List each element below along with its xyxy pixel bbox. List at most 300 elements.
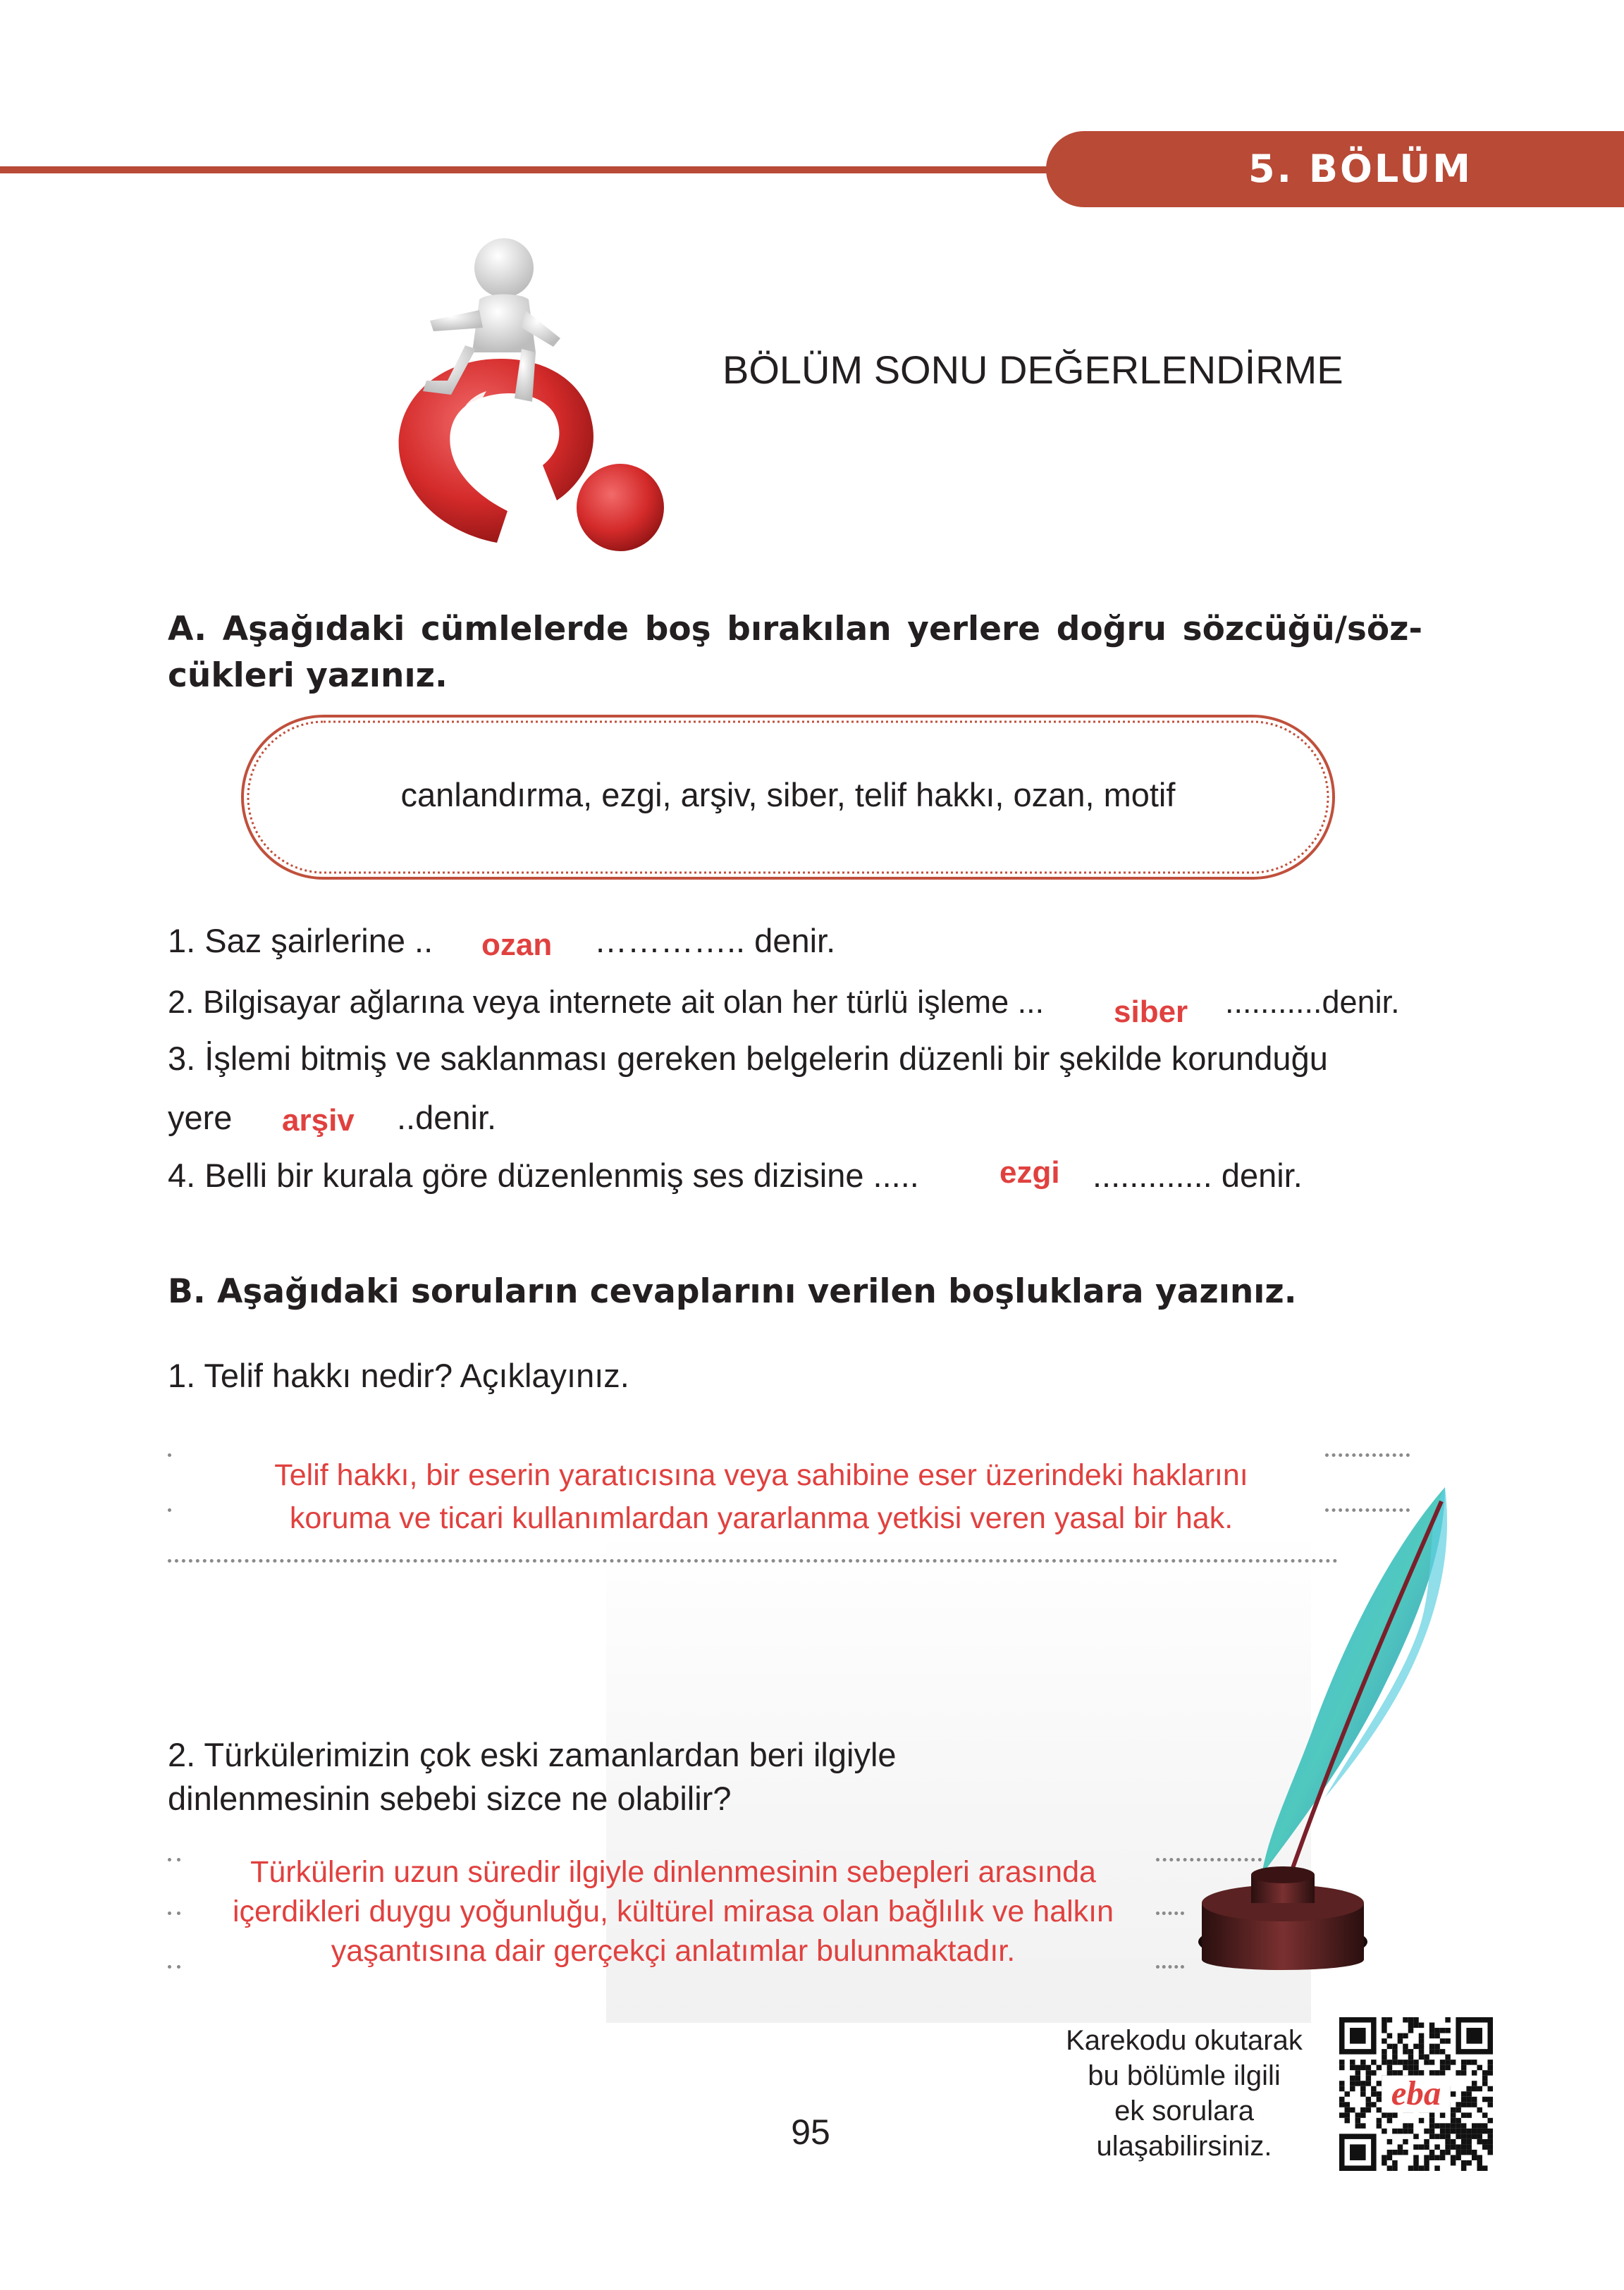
qr-module	[1440, 2028, 1446, 2033]
qr-module	[1472, 2102, 1477, 2107]
qr-module	[1413, 2160, 1419, 2166]
qr-module	[1413, 2060, 1419, 2065]
qr-module	[1451, 2091, 1456, 2097]
qr-module	[1434, 2033, 1440, 2039]
qr-module	[1387, 2065, 1393, 2071]
qr-module	[1472, 2070, 1477, 2076]
qr-module	[1456, 2102, 1461, 2107]
qr-module	[1429, 2129, 1435, 2134]
qr-module	[1451, 2129, 1456, 2134]
qr-module	[1482, 2081, 1488, 2086]
qr-module	[1345, 2112, 1351, 2118]
qr-module	[1413, 2134, 1419, 2139]
qr-module	[1466, 2139, 1472, 2145]
qr-module	[1403, 2049, 1408, 2055]
qr-module	[1487, 2065, 1493, 2071]
qr-module	[1440, 2060, 1446, 2065]
qr-module	[1445, 2134, 1451, 2139]
qr-module	[1472, 2081, 1477, 2086]
qr-module	[1360, 2123, 1366, 2129]
qr-module	[1429, 2118, 1435, 2124]
qr-module	[1456, 2107, 1461, 2113]
qr-module	[1482, 2139, 1488, 2145]
qr-module	[1456, 2134, 1461, 2139]
qr-module	[1382, 2049, 1387, 2055]
qr-module	[1424, 2055, 1429, 2060]
qr-module	[1398, 2038, 1403, 2044]
qr-module	[1472, 2086, 1477, 2092]
qr-module	[1403, 2044, 1408, 2050]
qr-module	[1345, 2118, 1351, 2124]
qr-module	[1392, 2165, 1398, 2171]
qr-module	[1482, 2070, 1488, 2076]
qr-module	[1445, 2139, 1451, 2145]
qr-module	[1477, 2134, 1482, 2139]
qr-module	[1487, 2070, 1493, 2076]
qr-module	[1339, 2112, 1345, 2118]
qr-module	[1387, 2044, 1393, 2050]
fill-item-text: ..denir.	[397, 1099, 497, 1136]
qr-module	[1451, 2155, 1456, 2160]
answer-line	[168, 1559, 1338, 1563]
qr-module	[1451, 2060, 1456, 2065]
qr-module	[1355, 2123, 1361, 2129]
qr-caption-line: ek sorulara	[1114, 2095, 1254, 2126]
qr-module	[1487, 2129, 1493, 2134]
qr-module	[1408, 2049, 1414, 2055]
qr-module	[1382, 2160, 1387, 2166]
qr-module	[1382, 2129, 1387, 2134]
qr-module	[1440, 2065, 1446, 2071]
qr-module	[1419, 2049, 1425, 2055]
qr-module	[1445, 2028, 1451, 2033]
qr-module	[1429, 2134, 1435, 2139]
qr-module	[1456, 2129, 1461, 2134]
qr-module	[1434, 2165, 1440, 2171]
qr-module	[1472, 2150, 1477, 2155]
qr-module	[1413, 2044, 1419, 2050]
qr-module	[1366, 2102, 1372, 2107]
qr-module	[1451, 2144, 1456, 2150]
qr-module	[1434, 2134, 1440, 2139]
qr-module	[1392, 2055, 1398, 2060]
qr-module	[1366, 2076, 1372, 2081]
header-rule	[0, 166, 1057, 173]
qr-module	[1445, 2150, 1451, 2155]
qr-module	[1461, 2165, 1467, 2171]
qr-module	[1387, 2165, 1393, 2171]
qr-module	[1392, 2112, 1398, 2118]
qr-module	[1461, 2097, 1467, 2103]
qr-module	[1355, 2065, 1361, 2071]
qr-module	[1451, 2139, 1456, 2145]
qr-module	[1445, 2017, 1451, 2023]
qr-module	[1482, 2165, 1488, 2171]
section-title: BÖLÜM SONU DEĞERLENDİRME	[722, 347, 1343, 392]
qr-module	[1461, 2129, 1467, 2134]
eba-logo: eba	[1391, 2074, 1441, 2113]
qr-module	[1461, 2065, 1467, 2071]
qr-module	[1472, 2134, 1477, 2139]
qr-module	[1477, 2086, 1482, 2092]
qr-module	[1392, 2150, 1398, 2155]
fill-answer: ezgi	[999, 1155, 1060, 1190]
qr-module	[1360, 2086, 1366, 2092]
qr-module	[1461, 2134, 1467, 2139]
answer-line	[168, 1508, 173, 1512]
fill-item-text: 1. Saz şairlerine ..	[168, 922, 433, 959]
qr-module	[1461, 2091, 1467, 2097]
qr-module	[1424, 2060, 1429, 2065]
qr-module	[1472, 2129, 1477, 2134]
page-number: 95	[791, 2112, 830, 2152]
qr-module	[1429, 2060, 1435, 2065]
qr-module	[1382, 2112, 1387, 2118]
qr-module	[1360, 2107, 1366, 2113]
qr-module	[1408, 2065, 1414, 2071]
answer-line	[168, 1858, 180, 1861]
fill-item-3	[168, 1038, 1328, 1080]
qr-module	[1434, 2044, 1440, 2050]
fill-item-text: ………….. denir.	[594, 922, 836, 959]
fill-item-text: yere	[168, 1099, 233, 1136]
qr-module	[1355, 2118, 1361, 2124]
qr-module	[1350, 2107, 1355, 2113]
qr-caption	[1036, 2023, 1332, 2164]
qr-module	[1350, 2086, 1355, 2092]
qr-module	[1377, 2081, 1382, 2086]
qr-module	[1456, 2118, 1461, 2124]
qr-module	[1360, 2091, 1366, 2097]
qr-module	[1461, 2060, 1467, 2065]
qr-module	[1487, 2102, 1493, 2107]
qr-module	[1466, 2150, 1472, 2155]
qr-module	[1413, 2144, 1419, 2150]
qr-module	[1429, 2049, 1435, 2055]
qr-module	[1371, 2060, 1377, 2065]
qr-module	[1487, 2086, 1493, 2092]
qr-module	[1482, 2129, 1488, 2134]
qr-module	[1419, 2144, 1425, 2150]
qr-module	[1456, 2123, 1461, 2129]
qr-module	[1419, 2118, 1425, 2124]
qr-module	[1440, 2155, 1446, 2160]
qr-module	[1413, 2155, 1419, 2160]
answer-1-line-1: Telif hakkı, bir eserin yaratıcısına veya sahibine eser üzerindeki haklarını	[274, 1458, 1248, 1492]
qr-module	[1445, 2129, 1451, 2134]
qr-module	[1339, 2081, 1345, 2086]
qr-module	[1477, 2139, 1482, 2145]
qr-module	[1487, 2118, 1493, 2124]
qr-module	[1387, 2112, 1393, 2118]
qr-module	[1424, 2129, 1429, 2134]
answer-line	[168, 1965, 180, 1969]
qr-module	[1477, 2160, 1482, 2166]
qr-module	[1440, 2150, 1446, 2155]
qr-module	[1482, 2112, 1488, 2118]
qr-module	[1487, 2060, 1493, 2065]
answer-line	[168, 1453, 173, 1457]
answer-1-line-2: koruma ve ticari kullanımlardan yararlanma yetkisi veren yasal bir hak.	[289, 1501, 1234, 1535]
qr-module	[1477, 2065, 1482, 2071]
qr-module	[1377, 2091, 1382, 2097]
qr-module	[1382, 2055, 1387, 2060]
qr-module	[1403, 2129, 1408, 2134]
word-bank: canlandırma, ezgi, arşiv, siber, telif hakkı, ozan, motif	[400, 776, 1176, 813]
qr-module	[1456, 2144, 1461, 2150]
qr-module	[1398, 2150, 1403, 2155]
qr-module	[1345, 2102, 1351, 2107]
qr-module	[1424, 2155, 1429, 2160]
qr-module	[1360, 2065, 1366, 2071]
qr-module	[1387, 2017, 1393, 2023]
qr-module	[1403, 2017, 1408, 2023]
qr-module	[1477, 2155, 1482, 2160]
answer-line	[1325, 1453, 1410, 1457]
question-1: 1. Telif hakkı nedir? Açıklayınız.	[168, 1357, 629, 1394]
qr-module	[1445, 2060, 1451, 2065]
qr-code[interactable]	[1339, 2017, 1493, 2171]
qr-module	[1419, 2038, 1425, 2044]
qr-module	[1403, 2123, 1408, 2129]
qr-module	[1477, 2165, 1482, 2171]
qr-caption-line: bu bölümle ilgili	[1088, 2060, 1281, 2091]
fill-item-3-cont	[168, 1097, 497, 1139]
qr-module	[1482, 2076, 1488, 2081]
qr-module	[1466, 2097, 1472, 2103]
question-figure-illustration	[381, 233, 684, 564]
fill-item-text: ...........denir.	[1225, 984, 1400, 1020]
qr-module	[1445, 2144, 1451, 2150]
qr-module	[1424, 2144, 1429, 2150]
qr-module	[1413, 2165, 1419, 2171]
qr-module	[1434, 2049, 1440, 2055]
qr-module	[1445, 2123, 1451, 2129]
qr-module	[1366, 2081, 1372, 2086]
qr-module	[1419, 2165, 1425, 2171]
qr-module	[1429, 2044, 1435, 2050]
qr-module	[1424, 2165, 1429, 2171]
fill-answer: arşiv	[282, 1103, 355, 1138]
qr-module	[1382, 2028, 1387, 2033]
qr-module	[1461, 2150, 1467, 2155]
qr-module	[1366, 2065, 1372, 2071]
qr-module	[1429, 2112, 1435, 2118]
qr-module	[1451, 2107, 1456, 2113]
qr-module	[1472, 2123, 1477, 2129]
qr-module	[1345, 2091, 1351, 2097]
qr-module	[1408, 2055, 1414, 2060]
qr-module	[1461, 2070, 1467, 2076]
qr-module	[1403, 2060, 1408, 2065]
qr-module	[1408, 2023, 1414, 2029]
qr-module	[1398, 2060, 1403, 2065]
qr-caption-line: Karekodu okutarak	[1066, 2025, 1303, 2056]
answer-2-line-1: Türkülerin uzun süredir ilgiyle dinlenmesinin sebepleri arasında	[250, 1855, 1096, 1889]
qr-module	[1440, 2134, 1446, 2139]
qr-module	[1377, 2097, 1382, 2103]
qr-module	[1451, 2112, 1456, 2118]
qr-module	[1434, 2144, 1440, 2150]
answer-2-line-3: yaşantısına dair gerçekçi anlatımlar bulunmaktadır.	[331, 1934, 1016, 1968]
qr-module	[1487, 2097, 1493, 2103]
qr-module	[1398, 2033, 1403, 2039]
qr-module	[1466, 2144, 1472, 2150]
fill-item-1	[168, 920, 836, 962]
qr-module	[1434, 2123, 1440, 2129]
qr-module	[1424, 2139, 1429, 2145]
qr-module	[1377, 2065, 1382, 2071]
qr-module	[1461, 2102, 1467, 2107]
qr-module	[1429, 2155, 1435, 2160]
qr-module	[1429, 2150, 1435, 2155]
qr-module	[1339, 2102, 1345, 2107]
qr-module	[1398, 2144, 1403, 2150]
qr-module	[1461, 2144, 1467, 2150]
qr-module	[1360, 2060, 1366, 2065]
qr-module	[1392, 2049, 1398, 2055]
fill-item-4	[168, 1155, 1303, 1197]
qr-module	[1456, 2150, 1461, 2155]
fill-answer: siber	[1114, 995, 1188, 1029]
qr-module	[1456, 2070, 1461, 2076]
qr-module	[1440, 2129, 1446, 2134]
qr-module	[1345, 2107, 1351, 2113]
qr-module	[1429, 2033, 1435, 2039]
qr-module	[1371, 2102, 1377, 2107]
qr-module	[1466, 2134, 1472, 2139]
qr-module	[1472, 2155, 1477, 2160]
part-b-heading: B. Aşağıdaki soruların cevaplarını verilen boşluklara yazınız.	[168, 1272, 1297, 1311]
qr-module	[1413, 2023, 1419, 2029]
qr-module	[1461, 2160, 1467, 2166]
qr-module	[1466, 2129, 1472, 2134]
part-a-heading: A. Aşağıdaki cümlelerde boş bırakılan yerlere doğru sözcüğü/söz-cükleri yazınız.	[168, 610, 1422, 695]
qr-module	[1371, 2070, 1377, 2076]
qr-module	[1339, 2065, 1345, 2071]
qr-module	[1487, 2134, 1493, 2139]
qr-module	[1371, 2086, 1377, 2092]
qr-module	[1466, 2102, 1472, 2107]
qr-module	[1355, 2112, 1361, 2118]
qr-module	[1472, 2060, 1477, 2065]
fill-item-text: 3. İşlemi bitmiş ve saklanması gereken belgelerin düzenli bir şekilde korunduğu	[168, 1040, 1328, 1077]
qr-module	[1355, 2081, 1361, 2086]
qr-module	[1440, 2038, 1446, 2044]
qr-module	[1482, 2097, 1488, 2103]
qr-module	[1403, 2139, 1408, 2145]
qr-module	[1466, 2112, 1472, 2118]
qr-module	[1487, 2144, 1493, 2150]
qr-module	[1408, 2123, 1414, 2129]
qr-module	[1434, 2155, 1440, 2160]
qr-module	[1461, 2139, 1467, 2145]
qr-module	[1429, 2123, 1435, 2129]
qr-module	[1366, 2097, 1372, 2103]
qr-module	[1360, 2081, 1366, 2086]
qr-module	[1408, 2028, 1414, 2033]
qr-module	[1355, 2076, 1361, 2081]
answer-line	[168, 1912, 180, 1915]
qr-module	[1392, 2060, 1398, 2065]
qr-module	[1461, 2112, 1467, 2118]
qr-module	[1339, 2086, 1345, 2092]
qr-module	[1456, 2155, 1461, 2160]
qr-module	[1461, 2123, 1467, 2129]
qr-module	[1339, 2060, 1345, 2065]
qr-module	[1350, 2060, 1355, 2065]
qr-module	[1371, 2091, 1377, 2097]
qr-module	[1408, 2129, 1414, 2134]
qr-module	[1377, 2123, 1382, 2129]
qr-module	[1466, 2091, 1472, 2097]
qr-module	[1350, 2076, 1355, 2081]
qr-module	[1360, 2112, 1366, 2118]
qr-module	[1429, 2023, 1435, 2029]
qr-module	[1403, 2150, 1408, 2155]
qr-module	[1451, 2160, 1456, 2166]
qr-module	[1387, 2060, 1393, 2065]
qr-module	[1350, 2065, 1355, 2071]
fill-item-2	[168, 981, 1400, 1029]
qr-module	[1466, 2086, 1472, 2092]
qr-module	[1382, 2017, 1387, 2023]
qr-module	[1339, 2097, 1345, 2103]
qr-module	[1440, 2123, 1446, 2129]
answer-2-line-2: içerdikleri duygu yoğunluğu, kültürel mirasa olan bağlılık ve halkın	[232, 1895, 1114, 1928]
qr-module	[1419, 2055, 1425, 2060]
fill-item-text: 4. Belli bir kurala göre düzenlenmiş ses dizisine .....	[168, 1157, 919, 1194]
chapter-label: 5. BÖLÜM	[1248, 147, 1473, 191]
qr-module	[1408, 2017, 1414, 2023]
qr-module	[1440, 2049, 1446, 2055]
qr-module	[1434, 2028, 1440, 2033]
qr-module	[1429, 2028, 1435, 2033]
quill-inkwell-illustration	[1184, 1480, 1480, 1988]
qr-module	[1382, 2060, 1387, 2065]
qr-module	[1408, 2060, 1414, 2065]
qr-module	[1477, 2129, 1482, 2134]
qr-module	[1387, 2033, 1393, 2039]
qr-module	[1408, 2165, 1414, 2171]
qr-module	[1392, 2129, 1398, 2134]
qr-module	[1445, 2065, 1451, 2071]
qr-module	[1482, 2123, 1488, 2129]
qr-module	[1355, 2070, 1361, 2076]
qr-module	[1398, 2129, 1403, 2134]
qr-module	[1419, 2033, 1425, 2039]
qr-module	[1403, 2033, 1408, 2039]
qr-module	[1424, 2160, 1429, 2166]
qr-module	[1440, 2112, 1446, 2118]
qr-module	[1366, 2070, 1372, 2076]
qr-module	[1403, 2065, 1408, 2071]
question-2-line-1: 2. Türkülerimizin çok eski zamanlardan beri ilgiyle	[168, 1736, 897, 1773]
question-2-line-2: dinlenmesinin sebebi sizce ne olabilir?	[168, 1780, 732, 1817]
qr-module	[1377, 2118, 1382, 2124]
qr-module	[1366, 2107, 1372, 2113]
qr-module	[1392, 2044, 1398, 2050]
qr-module	[1482, 2144, 1488, 2150]
qr-module	[1419, 2044, 1425, 2050]
qr-module	[1377, 2107, 1382, 2113]
qr-module	[1451, 2123, 1456, 2129]
fill-item-text: 2. Bilgisayar ağlarına veya internete ait olan her türlü işleme ...	[168, 984, 1045, 1020]
fill-item-text: ............. denir.	[1093, 1157, 1303, 1194]
qr-module	[1413, 2017, 1419, 2023]
qr-module	[1472, 2097, 1477, 2103]
fill-answer: ozan	[481, 928, 553, 962]
